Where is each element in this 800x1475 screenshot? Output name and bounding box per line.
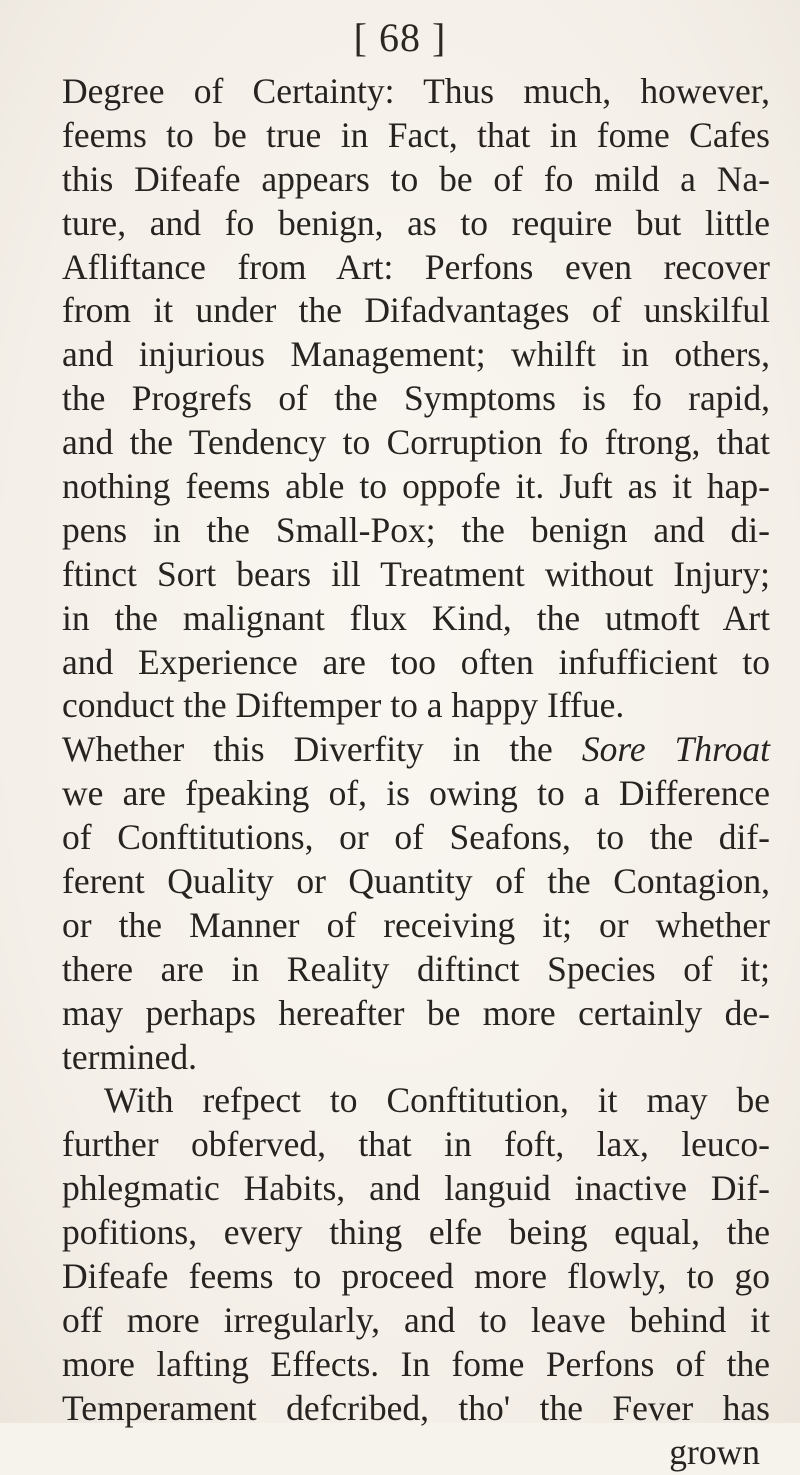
text-segment: Whether this Diverfity in the bbox=[62, 729, 582, 770]
text-line: pens in the Small-Pox; the benign and di- bbox=[62, 509, 770, 550]
text-line: Afliftance from Art: Perfons even recover bbox=[62, 246, 770, 287]
page-number: [ 68 ] bbox=[353, 15, 447, 60]
text-line-mixed bbox=[62, 728, 770, 772]
text-line: we are fpeaking of, is owing to a Difference bbox=[62, 773, 770, 814]
text-line: from it under the Difadvantages of unskilful bbox=[62, 290, 770, 331]
text-line: nothing feems able to oppofe it. Juft as it hap- bbox=[62, 466, 770, 507]
text-line: phlegmatic Habits, and languid inactive Dif- bbox=[62, 1168, 770, 1209]
text-line: in the malignant flux Kind, the utmoft Art bbox=[62, 597, 770, 638]
text-line: ture, and fo benign, as to require but little bbox=[62, 202, 770, 243]
text-line: of Conftitutions, or of Seafons, to the dif- bbox=[62, 817, 770, 858]
text-line: further obferved, that in foft, lax, leuco- bbox=[62, 1124, 770, 1165]
text-line: conduct the Diftemper to a happy Iffue. bbox=[62, 685, 625, 726]
text-line: the Progrefs of the Symptoms is fo rapid, bbox=[62, 378, 770, 419]
text-line: ferent Quality or Quantity of the Contagion, bbox=[62, 861, 770, 902]
text-line: and Experience are too often infufficient to bbox=[62, 641, 770, 682]
text-line: pofitions, every thing elfe being equal, the bbox=[62, 1212, 770, 1253]
text-line: Degree of Certainty: Thus much, however, bbox=[62, 71, 770, 111]
body-text bbox=[62, 70, 770, 1475]
italic-phrase: Sore Throat bbox=[581, 729, 770, 770]
text-line: Temperament defcribed, tho' the Fever has bbox=[62, 1387, 770, 1428]
catchword: grown bbox=[669, 1431, 760, 1472]
text-line: ftinct Sort bears ill Treatment without Injury; bbox=[62, 553, 770, 594]
text-line: more lafting Effects. In fome Perfons of the bbox=[62, 1343, 770, 1384]
text-line: termined. bbox=[62, 1036, 198, 1077]
text-line: this Difeafe appears to be of fo mild a Na- bbox=[62, 158, 770, 199]
text-line: there are in Reality diftinct Species of it; bbox=[62, 948, 770, 989]
text-line: With refpect to Conftitution, it may be bbox=[104, 1080, 770, 1121]
text-line: and injurious Management; whilft in others, bbox=[62, 334, 770, 375]
text-line: Difeafe feems to proceed more flowly, to go bbox=[62, 1256, 770, 1297]
text-line: may perhaps hereafter be more certainly de- bbox=[62, 992, 770, 1033]
text-line: and the Tendency to Corruption fo ftrong, that bbox=[62, 422, 770, 463]
text-line: off more irregularly, and to leave behind it bbox=[62, 1299, 770, 1340]
text-line: or the Manner of receiving it; or whether bbox=[62, 904, 770, 945]
text-line: feems to be true in Fact, that in fome Cafes bbox=[62, 114, 770, 155]
